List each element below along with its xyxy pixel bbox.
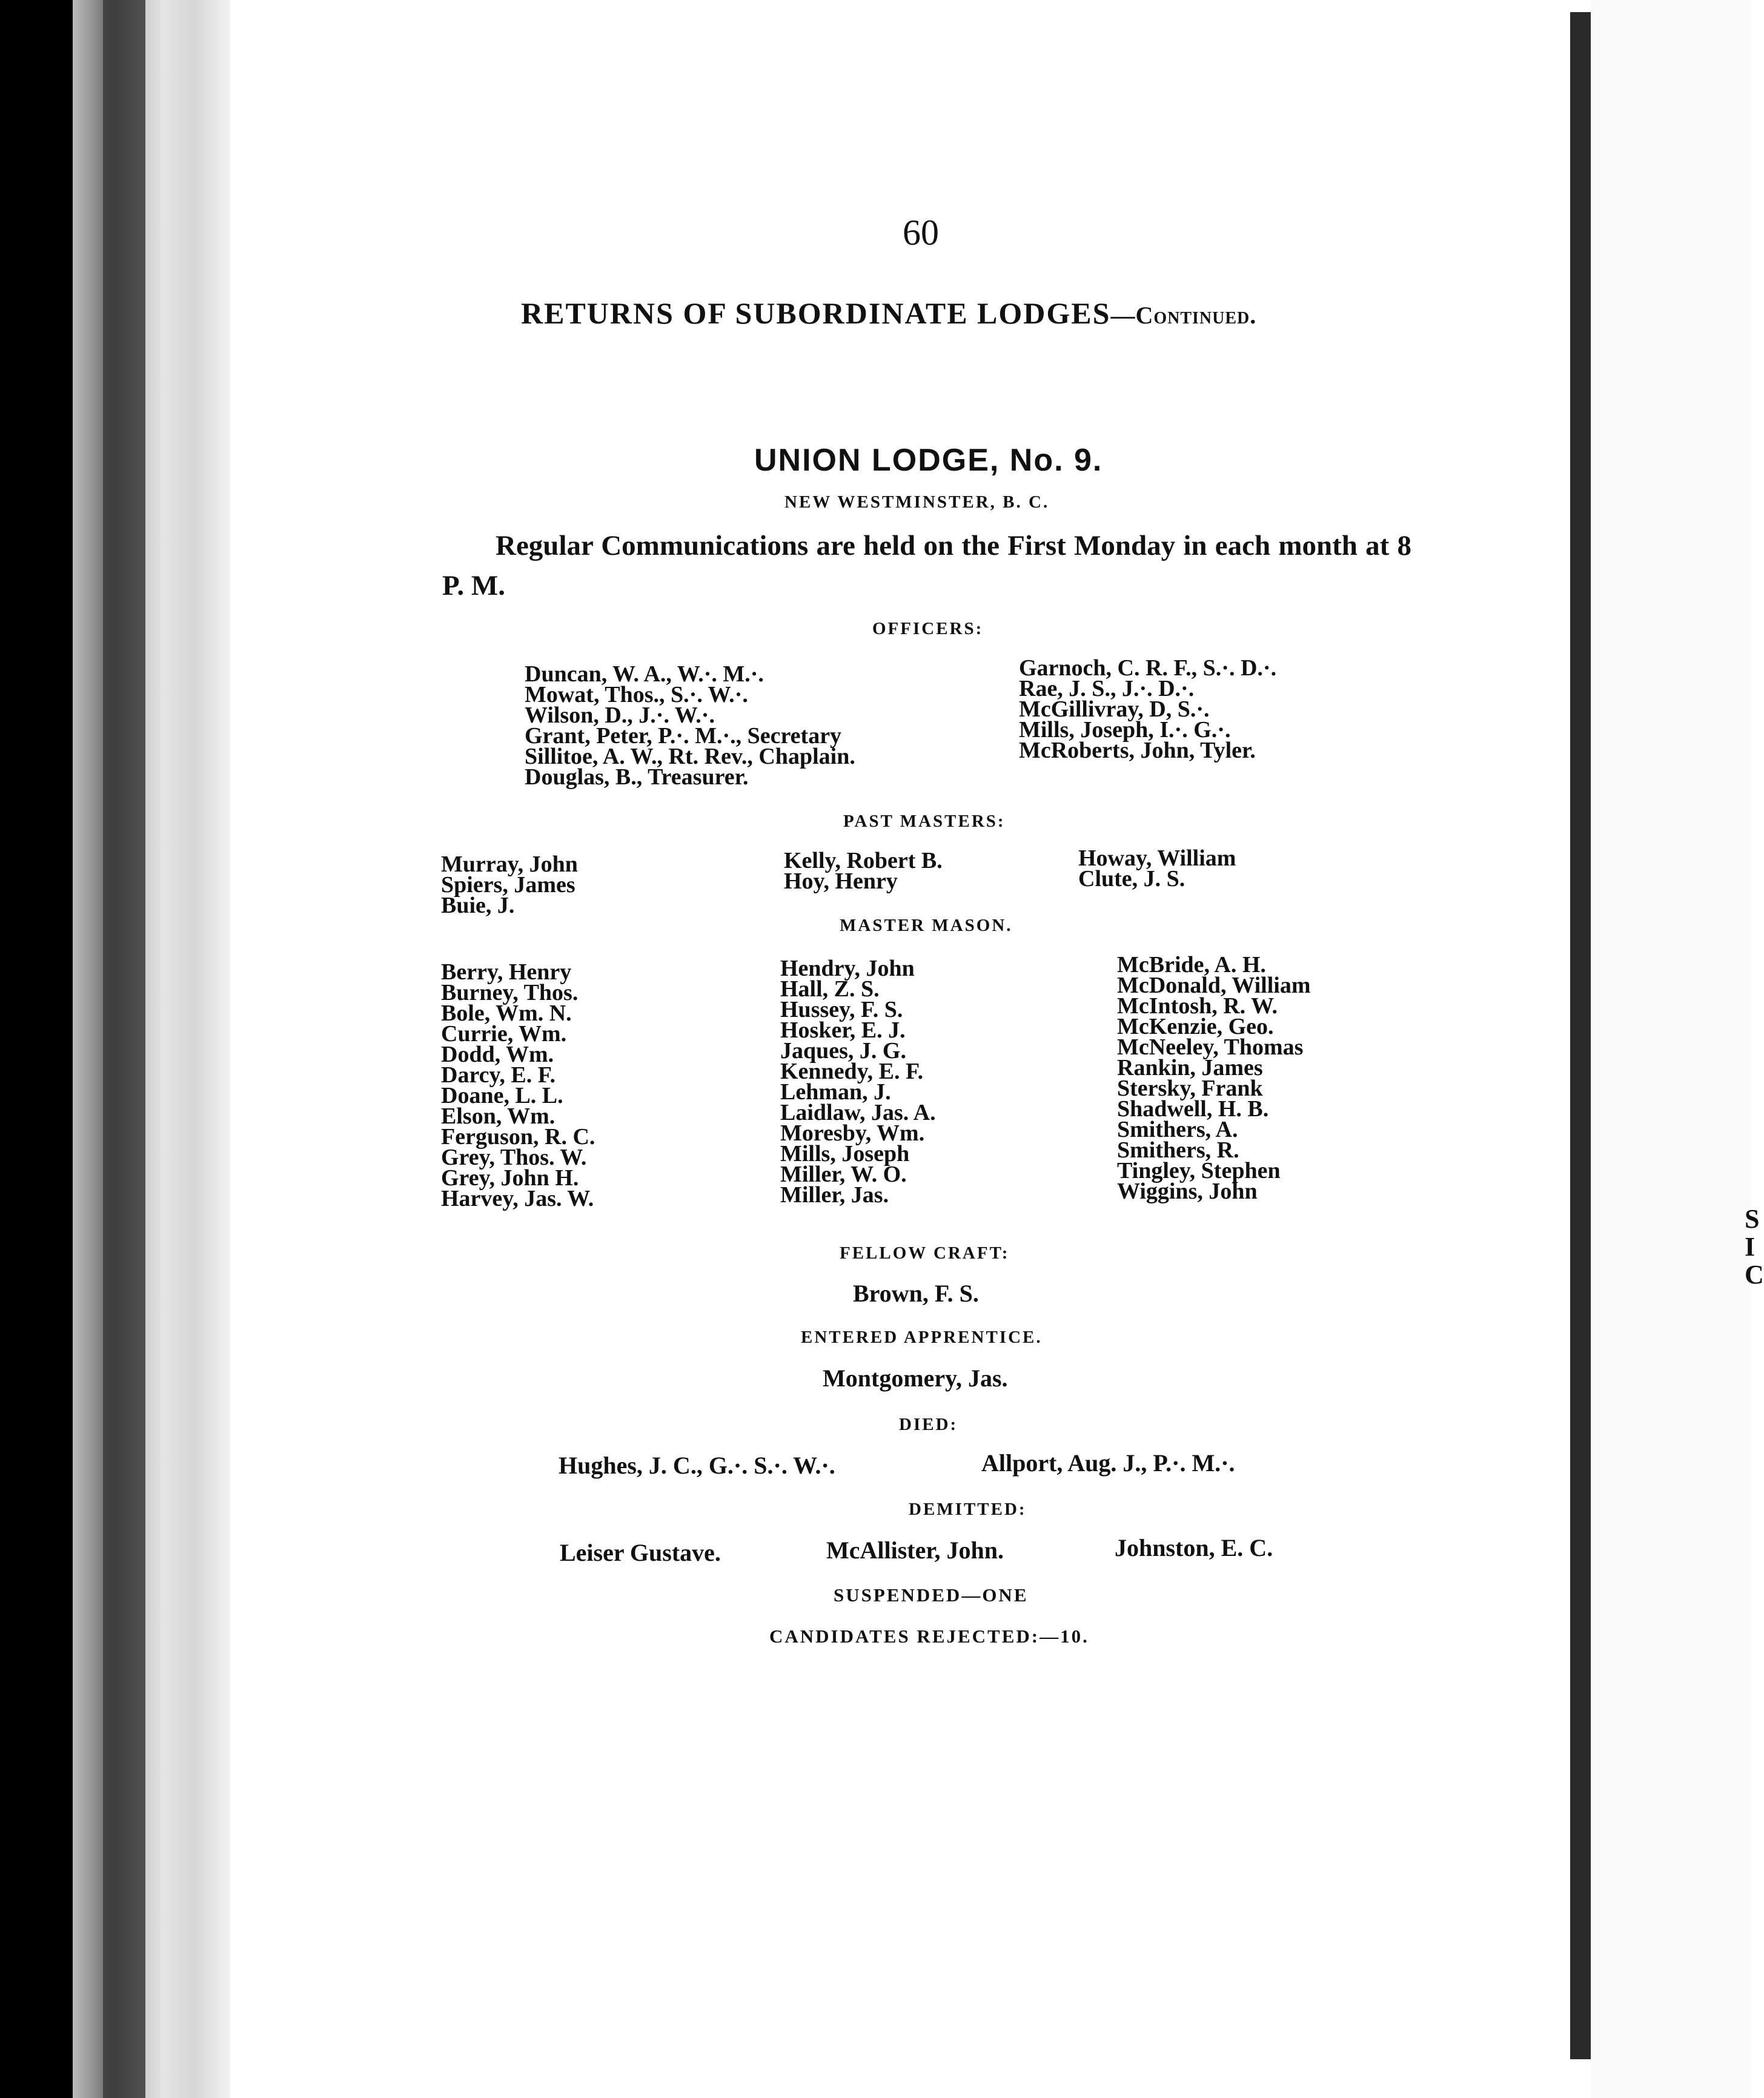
master-mason-entry: Smithers, R. [1117, 1137, 1239, 1163]
master-mason-entry: Miller, W. O. [780, 1162, 907, 1187]
right-gutter-shadow [1570, 12, 1591, 2059]
officer-entry: Grant, Peter, P.·. M.·., Secretary [525, 723, 842, 749]
master-mason-entry: Doane, L. L. [441, 1083, 563, 1108]
page-stack-dark-band [103, 0, 145, 2098]
facing-fragment-letter: S [1745, 1204, 1760, 1234]
officer-entry: McRoberts, John, Tyler. [1019, 738, 1256, 763]
past-master-entry: Murray, John [441, 852, 578, 877]
past-masters-col-1 [441, 854, 578, 916]
master-mason-entry: McKenzie, Geo. [1117, 1014, 1274, 1039]
master-mason-entry: McIntosh, R. W. [1117, 993, 1278, 1019]
demitted-entry: Johnston, E. C. [1115, 1534, 1273, 1561]
officer-entry: Garnoch, C. R. F., S.·. D.·. [1019, 655, 1277, 681]
master-mason-entry: Jaques, J. G. [780, 1038, 906, 1064]
running-head-title: RETURNS OF SUBORDINATE LODGES [521, 296, 1111, 330]
master-mason-entry: McBride, A. H. [1117, 952, 1266, 978]
suspended-line: SUSPENDED—ONE [834, 1584, 1029, 1606]
lodge-title: UNION LODGE, No. 9. [754, 443, 1103, 478]
officer-entry: Sillitoe, A. W., Rt. Rev., Chaplain. [525, 744, 855, 769]
fellow-craft-entry: Brown, F. S. [853, 1280, 979, 1307]
demitted-entry: Leiser Gustave. [560, 1539, 721, 1566]
master-mason-entry: Moresby, Wm. [780, 1120, 925, 1146]
officers-left-column [525, 661, 855, 790]
officer-entry: Duncan, W. A., W.·. M.·. [525, 661, 764, 687]
master-mason-entry: Stersky, Frank [1117, 1076, 1263, 1101]
lodge-location: NEW WESTMINSTER, B. C. [784, 492, 1050, 512]
master-mason-entry: Hall, Z. S. [780, 976, 880, 1002]
master-mason-col-1 [441, 959, 595, 1211]
died-entry: Hughes, J. C., G.·. S.·. W.·. [559, 1452, 835, 1479]
master-mason-entry: Grey, John H. [441, 1165, 579, 1191]
master-mason-entry: Harvey, Jas. W. [441, 1186, 594, 1211]
master-mason-entry: Hendry, John [780, 956, 915, 981]
master-mason-entry: Kennedy, E. F. [780, 1059, 924, 1084]
master-mason-entry: Shadwell, H. B. [1117, 1096, 1269, 1122]
demitted-entry: McAllister, John. [826, 1537, 1004, 1564]
facing-page-fragment [1745, 1204, 1764, 1289]
died-heading: DIED: [899, 1415, 958, 1434]
officer-entry: McGillivray, D, S.·. [1019, 697, 1210, 722]
past-master-entry: Howay, William [1078, 845, 1236, 871]
master-mason-entry: McNeeley, Thomas [1117, 1034, 1304, 1060]
master-mason-entry: Laidlaw, Jas. A. [780, 1100, 936, 1125]
officers-right-column [1019, 655, 1277, 763]
master-mason-entry: Grey, Thos. W. [441, 1145, 587, 1170]
communications-paragraph: Regular Communications are held on the First Monday in each month at 8 P. M. [442, 530, 1411, 601]
master-mason-heading: MASTER MASON. [840, 916, 1013, 935]
officers-heading: OFFICERS: [872, 619, 984, 638]
book-spine-shadow [0, 0, 73, 2098]
entered-apprentice-entry: Montgomery, Jas. [823, 1365, 1008, 1392]
past-masters-col-3 [1078, 845, 1236, 892]
master-mason-col-2 [780, 956, 936, 1208]
master-mason-entry: Burney, Thos. [441, 980, 579, 1005]
past-master-entry: Kelly, Robert B. [784, 848, 943, 873]
running-head [521, 296, 1256, 331]
master-mason-entry: Elson, Wm. [441, 1104, 555, 1129]
master-mason-entry: McDonald, William [1117, 973, 1311, 998]
entered-apprentice-heading: ENTERED APPRENTICE. [801, 1328, 1043, 1347]
master-mason-entry: Berry, Henry [441, 959, 572, 985]
demitted-heading: DEMITTED: [909, 1500, 1027, 1519]
master-mason-entry: Mills, Joseph [780, 1141, 910, 1166]
master-mason-entry: Dodd, Wm. [441, 1042, 554, 1067]
candidates-rejected-line: CANDIDATES REJECTED:—10. [769, 1626, 1089, 1647]
master-mason-entry: Miller, Jas. [780, 1182, 889, 1208]
past-master-entry: Clute, J. S. [1078, 866, 1185, 892]
facing-fragment-letter: I [1745, 1232, 1756, 1262]
master-mason-entry: Hussey, F. S. [780, 997, 903, 1022]
past-master-entry: Hoy, Henry [784, 869, 898, 894]
past-master-entry: Spiers, James [441, 872, 575, 898]
past-master-entry: Buie, J. [441, 893, 515, 918]
master-mason-entry: Currie, Wm. [441, 1021, 567, 1047]
master-mason-entry: Darcy, E. F. [441, 1062, 555, 1088]
officer-entry: Mills, Joseph, I.·. G.·. [1019, 717, 1231, 743]
master-mason-entry: Tingley, Stephen [1117, 1158, 1281, 1183]
page-stack-edge [73, 0, 230, 2098]
master-mason-col-3 [1117, 952, 1311, 1204]
facing-fragment-letter: C [1745, 1260, 1764, 1289]
officer-entry: Wilson, D., J.·. W.·. [525, 703, 715, 728]
officer-entry: Mowat, Thos., S.·. W.·. [525, 682, 748, 707]
died-entry: Allport, Aug. J., P.·. M.·. [981, 1449, 1235, 1477]
master-mason-entry: Wiggins, John [1117, 1179, 1258, 1204]
past-masters-heading: PAST MASTERS: [843, 812, 1006, 831]
running-head-continued: —Continued. [1110, 302, 1257, 329]
master-mason-entry: Rankin, James [1117, 1055, 1263, 1080]
facing-page-edge [1591, 0, 1764, 2098]
past-masters-col-2 [784, 850, 943, 892]
master-mason-entry: Ferguson, R. C. [441, 1124, 595, 1150]
page-number: 60 [903, 213, 939, 253]
master-mason-entry: Hosker, E. J. [780, 1018, 906, 1043]
master-mason-entry: Lehman, J. [780, 1079, 891, 1105]
master-mason-entry: Bole, Wm. N. [441, 1001, 572, 1026]
master-mason-entry: Smithers, A. [1117, 1117, 1238, 1142]
officer-entry: Rae, J. S., J.·. D.·. [1019, 676, 1195, 701]
fellow-craft-heading: FELLOW CRAFT: [840, 1243, 1010, 1263]
officer-entry: Douglas, B., Treasurer. [525, 764, 749, 790]
